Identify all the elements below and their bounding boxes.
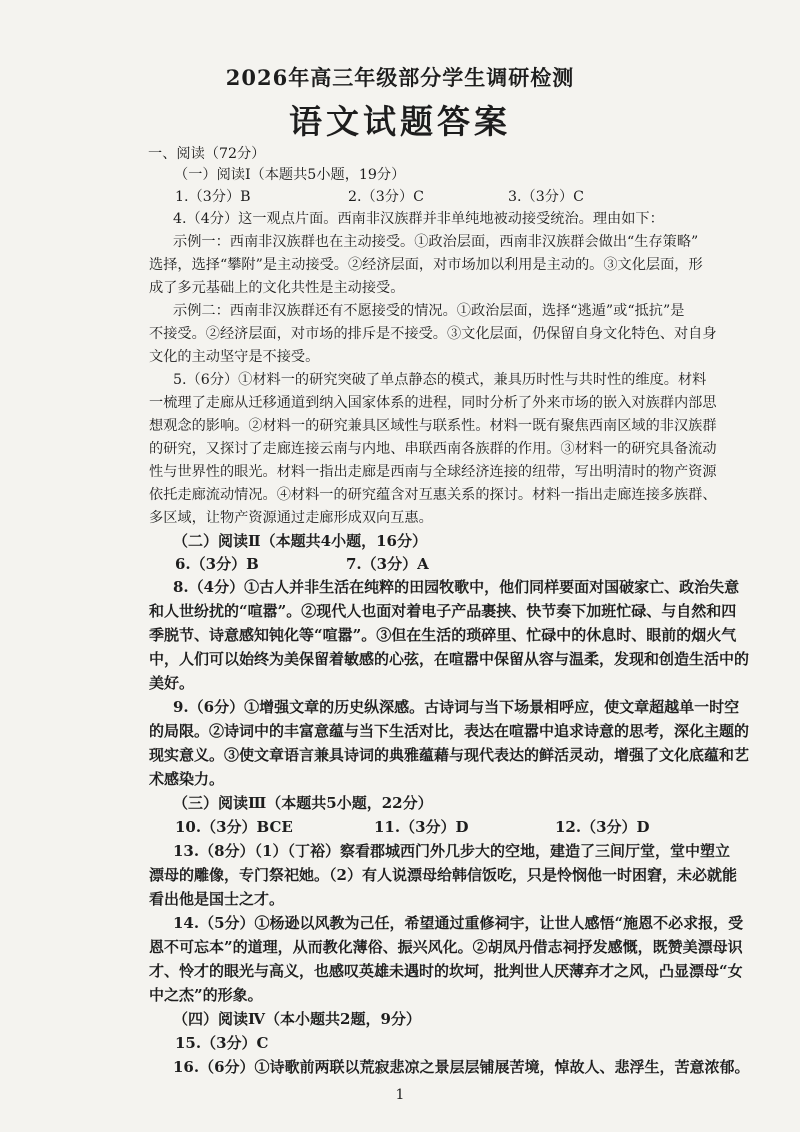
- answer-q9-line: 9.（6分）①增强文章的历史纵深感。古诗词与当下场景相呼应，使文章超越单一时空: [173, 698, 740, 716]
- answer-q13-line: 看出他是国士之才。: [149, 890, 285, 908]
- answer-q4-line: 示例二：西南非汉族群还有不愿接受的情况。①政治层面，选择“逃遁”或“抵抗”是: [173, 303, 685, 319]
- answer-q9-line: 术感染力。: [149, 770, 225, 788]
- answer-q8-line: 8.（4分）①古人并非生活在纯粹的田园牧歌中，他们同样要面对国破家亡、政治失意: [173, 578, 740, 596]
- answer-q8-line: 季脱节、诗意感知钝化等“喧嚣”。③但在生活的琐碎里、忙碌中的休息时、眼前的烟火气: [149, 626, 737, 644]
- answer-q4-line: 成了多元基础上的文化共性是主动接受。: [149, 280, 405, 296]
- answer-q1: 1.（3分）B: [175, 189, 251, 205]
- answer-q9-line: 现实意义。③使文章语言兼具诗词的典雅蕴藉与现代表达的鲜活灵动，增强了文化底蕴和艺: [149, 746, 750, 764]
- answer-q12: 12.（3分）D: [555, 818, 650, 836]
- answer-q4-line: 选择，选择“攀附”是主动接受。②经济层面，对市场加以利用是主动的。③文化层面，形: [149, 257, 703, 273]
- answer-q5-line: 一梳理了走廊从迁移通道到纳入国家体系的进程，同时分析了外来市场的嵌入对族群内部思: [149, 395, 717, 411]
- section-heading: 一、阅读（72分）: [148, 146, 266, 162]
- answer-q16-line: 16.（6分）①诗歌前两联以荒寂悲凉之景层层铺展苦境，悼故人、悲浮生，苦意浓郁。: [173, 1058, 750, 1076]
- answer-q4-line: 不接受。②经济层面，对市场的排斥是不接受。③文化层面，仍保留自身文化特色、对自身: [149, 326, 717, 342]
- exam-title: 2026年高三年级部分学生调研检测: [225, 65, 575, 90]
- answer-q14-line: 中之杰”的形象。: [149, 986, 263, 1004]
- answer-q9-line: 的局限。②诗词中的丰富意蕴与当下生活对比，表达在喧嚣中追求诗意的思考，深化主题的: [149, 722, 750, 740]
- part-heading: （四）阅读Ⅳ（本小题共2题，9分）: [173, 1010, 421, 1028]
- answer-q5-line: 多区域，让物产资源通过走廊形成双向互惠。: [149, 510, 433, 526]
- answer-q5-line: 想观念的影响。②材料一的研究兼具区域性与联系性。材料一既有聚焦西南区域的非汉族群: [149, 418, 717, 434]
- answer-q4-line: 示例一：西南非汉族群也在主动接受。①政治层面，西南非汉族群会做出“生存策略”: [173, 234, 699, 250]
- document-title: 语文试题答案: [289, 102, 511, 141]
- answer-q4-line: 4.（4分）这一观点片面。西南非汉族群并非单纯地被动接受统治。理由如下：: [173, 211, 664, 227]
- page-number: 1: [395, 1087, 405, 1103]
- answer-q11: 11.（3分）D: [374, 818, 469, 836]
- answer-q14-line: 14.（5分）①杨逊以风教为己任，希望通过重修祠宇，让世人感悟“施恩不必求报，受: [173, 914, 744, 932]
- answer-q14-line: 才、怜才的眼光与高义，也感叹英雄未遇时的坎坷，批判世人厌薄弃才之风，凸显漂母“女: [149, 962, 743, 980]
- answer-q10: 10.（3分）BCE: [175, 818, 293, 836]
- answer-q8-line: 美好。: [149, 674, 195, 692]
- answer-q4-line: 文化的主动坚守是不接受。: [149, 349, 320, 365]
- answer-q2: 2.（3分）C: [348, 189, 424, 205]
- answer-q13-line: 13.（8分）（1）（丁裕）察看郡城西门外几步大的空地，建造了三间厅堂，堂中塑立: [173, 842, 730, 860]
- answer-q8-line: 中，人们可以始终为美保留着敏感的心弦，在喧嚣中保留从容与温柔，发现和创造生活中的: [149, 650, 750, 668]
- answer-q13-line: 漂母的雕像，专门祭祀她。（2）有人说漂母给韩信饭吃，只是怜悯他一时困窘，未必就能: [149, 866, 737, 884]
- answer-q8-line: 和人世纷扰的“喧嚣”。②现代人也面对着电子产品裹挟、快节奏下加班忙碌、与自然和四: [149, 602, 737, 620]
- answer-q5-line: 的研究，又探讨了走廊连接云南与内地、串联西南各族群的作用。③材料一的研究具备流动: [149, 441, 717, 457]
- part-heading: （三）阅读Ⅲ（本题共5小题，22分）: [173, 794, 433, 812]
- part-heading: （二）阅读Ⅱ（本题共4小题，16分）: [173, 532, 427, 550]
- answer-q3: 3.（3分）C: [508, 189, 584, 205]
- answer-q7: 7.（3分）A: [346, 555, 429, 573]
- part-heading: （一）阅读Ⅰ（本题共5小题，19分）: [174, 167, 406, 183]
- answer-q5-line: 性与世界性的眼光。材料一指出走廊是西南与全球经济连接的纽带，写出明清时的物产资源: [149, 464, 717, 480]
- answer-q15: 15.（3分）C: [175, 1034, 269, 1052]
- answer-q5-line: 5.（6分）①材料一的研究突破了单点静态的模式，兼具历时性与共时性的维度。材料: [173, 372, 707, 388]
- answer-q5-line: 依托走廊流动情况。④材料一的研究蕴含对互惠关系的探讨。材料一指出走廊连接多族群、: [149, 487, 717, 503]
- answer-q14-line: 恩不可忘本”的道理，从而教化薄俗、振兴风化。②胡凤丹借志祠抒发感慨，既赞美漂母识: [149, 938, 743, 956]
- answer-q6: 6.（3分）B: [175, 555, 259, 573]
